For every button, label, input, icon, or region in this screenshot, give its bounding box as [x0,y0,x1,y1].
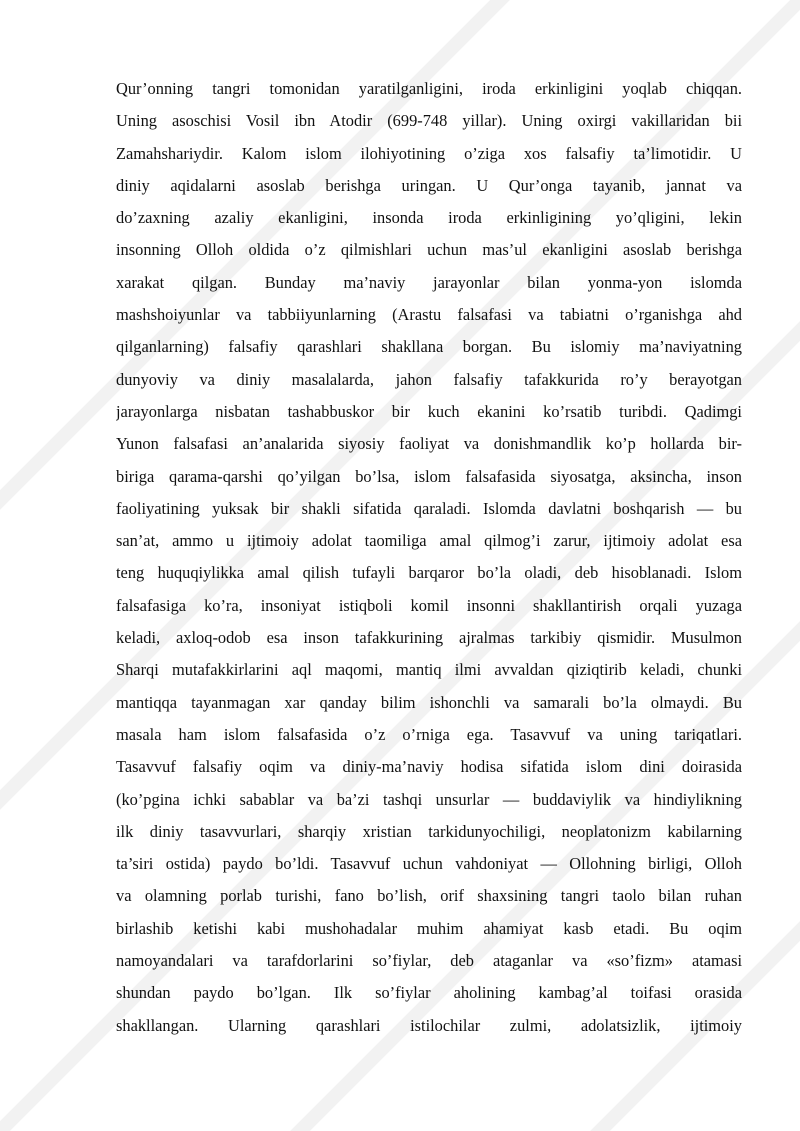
text-line: dunyoviy va diniy masalalarda, jahon falsafiy tafakkurida ro’y berayotgan [116,369,742,389]
text-line: mashshoiyunlar va tabbiiyunlarning (Arastu falsafasi va tabiatni o’rganishga ahd [116,305,742,325]
text-line: Uning asoschisi Vosil ibn Atodir (699-748 yillar). Uning oxirgi vakillaridan bii [116,111,742,131]
text-line: birlashib ketishi kabi mushohadalar muhim ahamiyat kasb etadi. Bu oqim [116,918,742,938]
body-text [116,73,742,1042]
text-line: falsafasiga ko’ra, insoniyat istiqboli komil insonni shakllantirish orqali yuzaga [116,595,742,615]
text-line: faoliyatining yuksak bir shakli sifatida qaraladi. Islomda davlatni boshqarish — bu [116,498,742,518]
text-line: san’at, ammo u ijtimoiy adolat taomiliga amal qilmog’i zarur, ijtimoiy adolat esa [116,531,742,551]
text-line: namoyandalari va tarafdorlarini so’fiylar, deb ataganlar va «so’fizm» atamasi [116,951,742,971]
text-line: shundan paydo bo’lgan. Ilk so’fiylar aholining kambag’al toifasi orasida [116,983,742,1003]
text-line: diniy aqidalarni asoslab berishga uringan. U Qur’onga tayanib, jannat va [116,175,742,195]
text-line: keladi, axloq-odob esa inson tafakkurining ajralmas tarkibiy qismidir. Musulmon [116,628,742,648]
text-line: (ko’pgina ichki sabablar va ba’zi tashqi unsurlar — buddaviylik va hindiylikning [116,789,742,809]
text-line: Tasavvuf falsafiy oqim va diniy-ma’naviy hodisa sifatida islom dini doirasida [116,757,742,777]
text-line: masala ham islom falsafasida o’z o’rniga ega. Tasavvuf va uning tariqatlari. [116,724,742,744]
text-line: jarayonlarga nisbatan tashabbuskor bir kuch ekanini ko’rsatib turibdi. Qadimgi [116,401,742,421]
text-line: ilk diniy tasavvurlari, sharqiy xristian tarkidunyochiligi, neoplatonizm kabilarning [116,821,742,841]
text-line: teng huquqiylikka amal qilish tufayli barqaror bo’la oladi, deb hisoblanadi. Islom [116,563,742,583]
text-line: va olamning porlab turishi, fano bo’lish, orif shaxsining tangri taolo bilan ruhan [116,886,742,906]
text-line: mantiqqa tayanmagan xar qanday bilim ishonchli va samarali bo’la olmaydi. Bu [116,692,742,712]
text-line: insonning Olloh oldida o’z qilmishlari uchun mas’ul ekanligini asoslab berishga [116,240,742,260]
text-line: Sharqi mutafakkirlarini aql maqomi, mantiq ilmi avvaldan qiziqtirib keladi, chunki [116,660,742,680]
text-line: shakllangan. Ularning qarashlari istilochilar zulmi, adolatsizlik, ijtimoiy [116,1015,742,1035]
text-line: do’zaxning azaliy ekanligini, insonda iroda erkinligining yo’qligini, lekin [116,208,742,228]
text-line: qilganlarning) falsafiy qarashlari shakllana borgan. Bu islomiy ma’naviyatning [116,337,742,357]
text-line: xarakat qilgan. Bunday ma’naviy jarayonlar bilan yonma-yon islomda [116,272,742,292]
text-line: Yunon falsafasi an’analarida siyosiy faoliyat va donishmandlik ko’p hollarda bir- [116,434,742,454]
text-line: biriga qarama-qarshi qo’yilgan bo’lsa, islom falsafasida siyosatga, aksincha, inson [116,466,742,486]
text-line: ta’siri ostida) paydo bo’ldi. Tasavvuf uchun vahdoniyat — Ollohning birligi, Olloh [116,854,742,874]
text-line: Qur’onning tangri tomonidan yaratilganligini, iroda erkinligini yoqlab chiqqan. [116,79,742,98]
text-line: Zamahshariydir. Kalom islom ilohiyotining o’ziga xos falsafiy ta’limotidir. U [116,143,742,163]
